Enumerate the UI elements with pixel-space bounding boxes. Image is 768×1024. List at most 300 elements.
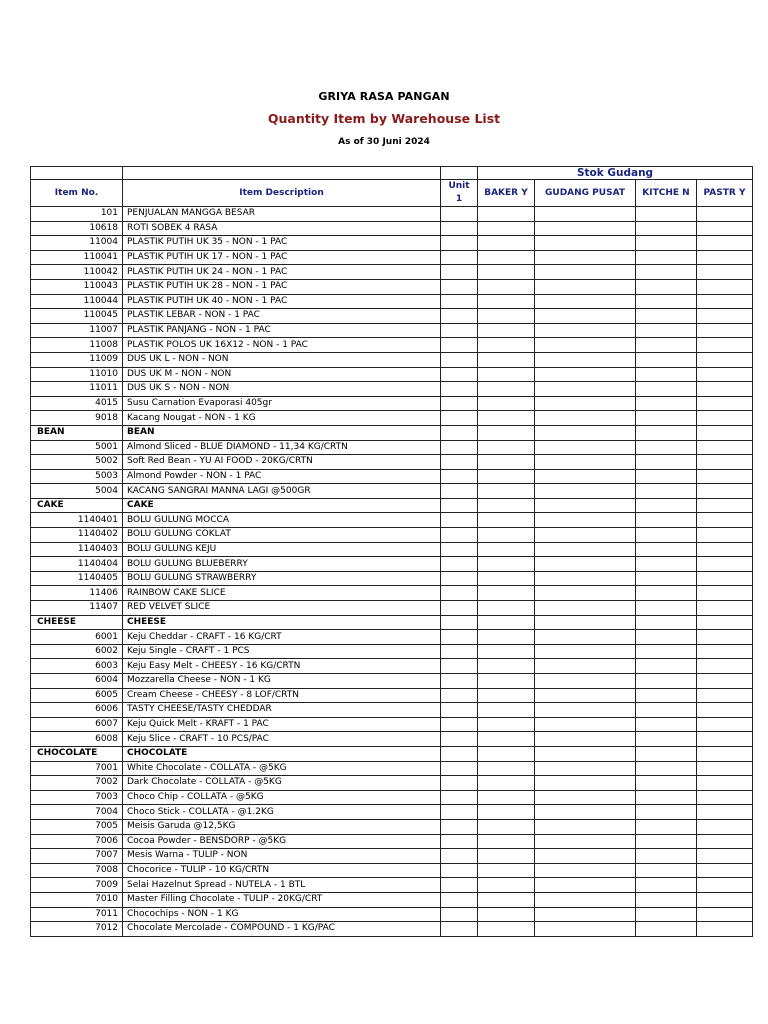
item-no-cell: 6002 bbox=[31, 644, 123, 659]
item-no-cell: 6001 bbox=[31, 630, 123, 645]
unit-cell bbox=[441, 396, 478, 411]
unit-cell bbox=[441, 849, 478, 864]
kitchen-qty-cell bbox=[636, 746, 697, 761]
kitchen-qty-cell bbox=[636, 367, 697, 382]
kitchen-qty-cell bbox=[636, 250, 697, 265]
table-row bbox=[31, 279, 753, 294]
bakery-qty-cell bbox=[478, 776, 535, 791]
pastry-qty-cell bbox=[697, 892, 753, 907]
unit-cell bbox=[441, 776, 478, 791]
table-row bbox=[31, 528, 753, 543]
category-row bbox=[31, 615, 753, 630]
unit-cell bbox=[441, 498, 478, 513]
item-no-cell: 6006 bbox=[31, 703, 123, 718]
table-row bbox=[31, 571, 753, 586]
bakery-qty-cell bbox=[478, 250, 535, 265]
gudang-pusat-qty-cell bbox=[535, 455, 636, 470]
item-no-cell: 4015 bbox=[31, 396, 123, 411]
item-description-cell: Choco Chip - COLLATA - @5KG bbox=[123, 790, 441, 805]
bakery-qty-cell bbox=[478, 615, 535, 630]
table-row bbox=[31, 819, 753, 834]
item-no-cell: 110043 bbox=[31, 279, 123, 294]
pastry-qty-cell bbox=[697, 411, 753, 426]
item-description-cell: PLASTIK PUTIH UK 35 - NON - 1 PAC bbox=[123, 236, 441, 251]
item-no-cell: 110042 bbox=[31, 265, 123, 280]
pastry-qty-cell bbox=[697, 776, 753, 791]
kitchen-qty-cell bbox=[636, 484, 697, 499]
table-row bbox=[31, 674, 753, 689]
item-no-cell: 7010 bbox=[31, 892, 123, 907]
gudang-pusat-qty-cell bbox=[535, 207, 636, 222]
gudang-pusat-qty-cell bbox=[535, 674, 636, 689]
item-description-cell: Cocoa Powder - BENSDORP - @5KG bbox=[123, 834, 441, 849]
unit-cell bbox=[441, 455, 478, 470]
item-no-cell: 7002 bbox=[31, 776, 123, 791]
pastry-qty-cell bbox=[697, 309, 753, 324]
bakery-qty-cell bbox=[478, 892, 535, 907]
table-row bbox=[31, 688, 753, 703]
item-description-cell: DUS UK M - NON - NON bbox=[123, 367, 441, 382]
bakery-qty-cell bbox=[478, 557, 535, 572]
bakery-qty-cell bbox=[478, 236, 535, 251]
item-description-cell: PENJUALAN MANGGA BESAR bbox=[123, 207, 441, 222]
item-no-cell: 6004 bbox=[31, 674, 123, 689]
pastry-qty-cell bbox=[697, 484, 753, 499]
gudang-pusat-qty-cell bbox=[535, 703, 636, 718]
bakery-qty-cell bbox=[478, 396, 535, 411]
col-gudang-pusat: GUDANG PUSAT bbox=[535, 180, 636, 207]
unit-cell bbox=[441, 221, 478, 236]
gudang-pusat-qty-cell bbox=[535, 601, 636, 616]
bakery-qty-cell bbox=[478, 323, 535, 338]
kitchen-qty-cell bbox=[636, 892, 697, 907]
kitchen-qty-cell bbox=[636, 338, 697, 353]
kitchen-qty-cell bbox=[636, 849, 697, 864]
bakery-qty-cell bbox=[478, 498, 535, 513]
kitchen-qty-cell bbox=[636, 382, 697, 397]
pastry-qty-cell bbox=[697, 279, 753, 294]
item-description-cell: Keju Slice - CRAFT - 10 PCS/PAC bbox=[123, 732, 441, 747]
item-description-cell: TASTY CHEESE/TASTY CHEDDAR bbox=[123, 703, 441, 718]
gudang-pusat-qty-cell bbox=[535, 309, 636, 324]
bakery-qty-cell bbox=[478, 411, 535, 426]
pastry-qty-cell bbox=[697, 761, 753, 776]
unit-cell bbox=[441, 863, 478, 878]
gudang-pusat-qty-cell bbox=[535, 732, 636, 747]
bakery-qty-cell bbox=[478, 484, 535, 499]
pastry-qty-cell bbox=[697, 674, 753, 689]
table-row bbox=[31, 309, 753, 324]
item-description-cell: PLASTIK PUTIH UK 17 - NON - 1 PAC bbox=[123, 250, 441, 265]
unit-cell bbox=[441, 586, 478, 601]
unit-cell bbox=[441, 615, 478, 630]
unit-cell bbox=[441, 805, 478, 820]
gudang-pusat-qty-cell bbox=[535, 878, 636, 893]
unit-cell bbox=[441, 294, 478, 309]
pastry-qty-cell bbox=[697, 498, 753, 513]
gudang-pusat-qty-cell bbox=[535, 265, 636, 280]
table-row bbox=[31, 805, 753, 820]
pastry-qty-cell bbox=[697, 207, 753, 222]
item-description-cell: Keju Single - CRAFT - 1 PCS bbox=[123, 644, 441, 659]
item-description-cell: RED VELVET SLICE bbox=[123, 601, 441, 616]
item-no-cell: 5004 bbox=[31, 484, 123, 499]
table-row bbox=[31, 630, 753, 645]
item-description-cell: Chocorice - TULIP - 10 KG/CRTN bbox=[123, 863, 441, 878]
category-row bbox=[31, 498, 753, 513]
kitchen-qty-cell bbox=[636, 265, 697, 280]
item-description-cell: Chocochips - NON - 1 KG bbox=[123, 907, 441, 922]
pastry-qty-cell bbox=[697, 542, 753, 557]
unit-cell bbox=[441, 819, 478, 834]
kitchen-qty-cell bbox=[636, 776, 697, 791]
bakery-qty-cell bbox=[478, 922, 535, 937]
gudang-pusat-qty-cell bbox=[535, 323, 636, 338]
gudang-pusat-qty-cell bbox=[535, 863, 636, 878]
bakery-qty-cell bbox=[478, 790, 535, 805]
item-no-cell: 7006 bbox=[31, 834, 123, 849]
table-row bbox=[31, 396, 753, 411]
pastry-qty-cell bbox=[697, 717, 753, 732]
pastry-qty-cell bbox=[697, 469, 753, 484]
item-description-cell: BOLU GULUNG STRAWBERRY bbox=[123, 571, 441, 586]
item-no-cell: 5003 bbox=[31, 469, 123, 484]
unit-cell bbox=[441, 440, 478, 455]
category-code: CHOCOLATE bbox=[31, 746, 123, 761]
category-name: BEAN bbox=[123, 425, 441, 440]
item-no-cell: 11010 bbox=[31, 367, 123, 382]
pastry-qty-cell bbox=[697, 513, 753, 528]
unit-cell bbox=[441, 352, 478, 367]
pastry-qty-cell bbox=[697, 571, 753, 586]
pastry-qty-cell bbox=[697, 819, 753, 834]
bakery-qty-cell bbox=[478, 834, 535, 849]
kitchen-qty-cell bbox=[636, 440, 697, 455]
bakery-qty-cell bbox=[478, 265, 535, 280]
gudang-pusat-qty-cell bbox=[535, 746, 636, 761]
pastry-qty-cell bbox=[697, 615, 753, 630]
gudang-pusat-qty-cell bbox=[535, 790, 636, 805]
category-row bbox=[31, 425, 753, 440]
unit-cell bbox=[441, 790, 478, 805]
kitchen-qty-cell bbox=[636, 542, 697, 557]
pastry-qty-cell bbox=[697, 425, 753, 440]
table-row bbox=[31, 411, 753, 426]
kitchen-qty-cell bbox=[636, 352, 697, 367]
unit-cell bbox=[441, 265, 478, 280]
gudang-pusat-qty-cell bbox=[535, 396, 636, 411]
kitchen-qty-cell bbox=[636, 644, 697, 659]
unit-cell bbox=[441, 688, 478, 703]
bakery-qty-cell bbox=[478, 382, 535, 397]
table-row bbox=[31, 732, 753, 747]
kitchen-qty-cell bbox=[636, 323, 697, 338]
unit-cell bbox=[441, 542, 478, 557]
table-row bbox=[31, 250, 753, 265]
item-no-cell: 7007 bbox=[31, 849, 123, 864]
bakery-qty-cell bbox=[478, 630, 535, 645]
table-row bbox=[31, 834, 753, 849]
bakery-qty-cell bbox=[478, 309, 535, 324]
gudang-pusat-qty-cell bbox=[535, 484, 636, 499]
item-no-cell: 110044 bbox=[31, 294, 123, 309]
unit-cell bbox=[441, 703, 478, 718]
item-no-cell: 1140402 bbox=[31, 528, 123, 543]
bakery-qty-cell bbox=[478, 674, 535, 689]
table-row bbox=[31, 703, 753, 718]
pastry-qty-cell bbox=[697, 703, 753, 718]
kitchen-qty-cell bbox=[636, 279, 697, 294]
kitchen-qty-cell bbox=[636, 922, 697, 937]
bakery-qty-cell bbox=[478, 455, 535, 470]
table-row bbox=[31, 367, 753, 382]
gudang-pusat-qty-cell bbox=[535, 367, 636, 382]
table-row bbox=[31, 790, 753, 805]
report-date: As of 30 Juni 2024 bbox=[338, 137, 430, 147]
item-no-cell: 7012 bbox=[31, 922, 123, 937]
unit-cell bbox=[441, 207, 478, 222]
item-description-cell: Kacang Nougat - NON - 1 KG bbox=[123, 411, 441, 426]
unit-cell bbox=[441, 469, 478, 484]
gudang-pusat-qty-cell bbox=[535, 659, 636, 674]
unit-cell bbox=[441, 236, 478, 251]
item-description-cell: PLASTIK LEBAR - NON - 1 PAC bbox=[123, 309, 441, 324]
kitchen-qty-cell bbox=[636, 411, 697, 426]
col-kitchen: KITCHE N bbox=[636, 180, 697, 207]
gudang-pusat-qty-cell bbox=[535, 615, 636, 630]
pastry-qty-cell bbox=[697, 323, 753, 338]
item-description-cell: BOLU GULUNG MOCCA bbox=[123, 513, 441, 528]
unit-cell bbox=[441, 717, 478, 732]
table-row bbox=[31, 513, 753, 528]
item-description-cell: RAINBOW CAKE SLICE bbox=[123, 586, 441, 601]
item-description-cell: Cream Cheese - CHEESY - 8 LOF/CRTN bbox=[123, 688, 441, 703]
item-description-cell: Mesis Warna - TULIP - NON bbox=[123, 849, 441, 864]
unit-cell bbox=[441, 834, 478, 849]
item-description-cell: PLASTIK PANJANG - NON - 1 PAC bbox=[123, 323, 441, 338]
gudang-pusat-qty-cell bbox=[535, 776, 636, 791]
table-row bbox=[31, 878, 753, 893]
pastry-qty-cell bbox=[697, 849, 753, 864]
bakery-qty-cell bbox=[478, 703, 535, 718]
category-code: CAKE bbox=[31, 498, 123, 513]
col-bakery: BAKER Y bbox=[478, 180, 535, 207]
item-description-cell: KACANG SANGRAI MANNA LAGI @500GR bbox=[123, 484, 441, 499]
item-no-cell: 7003 bbox=[31, 790, 123, 805]
kitchen-qty-cell bbox=[636, 601, 697, 616]
item-description-cell: Chocolate Mercolade - COMPOUND - 1 KG/PAC bbox=[123, 922, 441, 937]
unit-cell bbox=[441, 746, 478, 761]
kitchen-qty-cell bbox=[636, 528, 697, 543]
report-title: Quantity Item by Warehouse List bbox=[267, 111, 501, 126]
item-description-cell: Dark Chocolate - COLLATA - @5KG bbox=[123, 776, 441, 791]
pastry-qty-cell bbox=[697, 528, 753, 543]
kitchen-qty-cell bbox=[636, 834, 697, 849]
unit-cell bbox=[441, 571, 478, 586]
table-row bbox=[31, 440, 753, 455]
pastry-qty-cell bbox=[697, 586, 753, 601]
pastry-qty-cell bbox=[697, 265, 753, 280]
pastry-qty-cell bbox=[697, 250, 753, 265]
item-no-cell: 11406 bbox=[31, 586, 123, 601]
gudang-pusat-qty-cell bbox=[535, 528, 636, 543]
kitchen-qty-cell bbox=[636, 805, 697, 820]
pastry-qty-cell bbox=[697, 805, 753, 820]
bakery-qty-cell bbox=[478, 440, 535, 455]
category-name: CAKE bbox=[123, 498, 441, 513]
bakery-qty-cell bbox=[478, 338, 535, 353]
gudang-pusat-qty-cell bbox=[535, 469, 636, 484]
gudang-pusat-qty-cell bbox=[535, 761, 636, 776]
item-no-cell: 6008 bbox=[31, 732, 123, 747]
item-description-cell: White Chocolate - COLLATA - @5KG bbox=[123, 761, 441, 776]
pastry-qty-cell bbox=[697, 367, 753, 382]
kitchen-qty-cell bbox=[636, 425, 697, 440]
pastry-qty-cell bbox=[697, 863, 753, 878]
kitchen-qty-cell bbox=[636, 571, 697, 586]
kitchen-qty-cell bbox=[636, 761, 697, 776]
pastry-qty-cell bbox=[697, 922, 753, 937]
bakery-qty-cell bbox=[478, 586, 535, 601]
pastry-qty-cell bbox=[697, 396, 753, 411]
pastry-qty-cell bbox=[697, 221, 753, 236]
pastry-qty-cell bbox=[697, 688, 753, 703]
kitchen-qty-cell bbox=[636, 455, 697, 470]
pastry-qty-cell bbox=[697, 790, 753, 805]
unit-cell bbox=[441, 557, 478, 572]
bakery-qty-cell bbox=[478, 352, 535, 367]
kitchen-qty-cell bbox=[636, 207, 697, 222]
table-row bbox=[31, 601, 753, 616]
pastry-qty-cell bbox=[697, 440, 753, 455]
item-description-cell: ROTI SOBEK 4 RASA bbox=[123, 221, 441, 236]
item-description-cell: BOLU GULUNG COKLAT bbox=[123, 528, 441, 543]
gudang-pusat-qty-cell bbox=[535, 907, 636, 922]
item-no-cell: 1140401 bbox=[31, 513, 123, 528]
gudang-pusat-qty-cell bbox=[535, 279, 636, 294]
table-row bbox=[31, 863, 753, 878]
bakery-qty-cell bbox=[478, 279, 535, 294]
bakery-qty-cell bbox=[478, 863, 535, 878]
item-no-cell: 1140405 bbox=[31, 571, 123, 586]
item-no-cell: 7004 bbox=[31, 805, 123, 820]
table-row bbox=[31, 907, 753, 922]
company-name: GRIYA RASA PANGAN bbox=[318, 90, 450, 103]
pastry-qty-cell bbox=[697, 659, 753, 674]
item-description-cell: PLASTIK POLOS UK 16X12 - NON - 1 PAC bbox=[123, 338, 441, 353]
kitchen-qty-cell bbox=[636, 236, 697, 251]
bakery-qty-cell bbox=[478, 849, 535, 864]
pastry-qty-cell bbox=[697, 746, 753, 761]
gudang-pusat-qty-cell bbox=[535, 338, 636, 353]
unit-cell bbox=[441, 659, 478, 674]
gudang-pusat-qty-cell bbox=[535, 849, 636, 864]
item-no-cell: 7011 bbox=[31, 907, 123, 922]
pastry-qty-cell bbox=[697, 236, 753, 251]
kitchen-qty-cell bbox=[636, 732, 697, 747]
pastry-qty-cell bbox=[697, 907, 753, 922]
item-no-cell: 11004 bbox=[31, 236, 123, 251]
item-description-cell: Keju Quick Melt - KRAFT - 1 PAC bbox=[123, 717, 441, 732]
col-item-description: Item Description bbox=[123, 180, 441, 207]
gudang-pusat-qty-cell bbox=[535, 586, 636, 601]
gudang-pusat-qty-cell bbox=[535, 294, 636, 309]
kitchen-qty-cell bbox=[636, 630, 697, 645]
col-unit: Unit 1 bbox=[441, 180, 478, 207]
table-row bbox=[31, 717, 753, 732]
bakery-qty-cell bbox=[478, 878, 535, 893]
item-no-cell: 6003 bbox=[31, 659, 123, 674]
gudang-pusat-qty-cell bbox=[535, 805, 636, 820]
item-no-cell: 7005 bbox=[31, 819, 123, 834]
table-row bbox=[31, 455, 753, 470]
kitchen-qty-cell bbox=[636, 294, 697, 309]
table-row bbox=[31, 382, 753, 397]
item-description-cell: PLASTIK PUTIH UK 40 - NON - 1 PAC bbox=[123, 294, 441, 309]
bakery-qty-cell bbox=[478, 717, 535, 732]
unit-cell bbox=[441, 323, 478, 338]
unit-cell bbox=[441, 674, 478, 689]
table-row bbox=[31, 294, 753, 309]
kitchen-qty-cell bbox=[636, 863, 697, 878]
gudang-pusat-qty-cell bbox=[535, 630, 636, 645]
category-name: CHOCOLATE bbox=[123, 746, 441, 761]
pastry-qty-cell bbox=[697, 601, 753, 616]
table-row bbox=[31, 265, 753, 280]
kitchen-qty-cell bbox=[636, 396, 697, 411]
kitchen-qty-cell bbox=[636, 469, 697, 484]
item-no-cell: 110041 bbox=[31, 250, 123, 265]
pastry-qty-cell bbox=[697, 338, 753, 353]
bakery-qty-cell bbox=[478, 761, 535, 776]
bakery-qty-cell bbox=[478, 425, 535, 440]
item-description-cell: Keju Easy Melt - CHEESY - 16 KG/CRTN bbox=[123, 659, 441, 674]
bakery-qty-cell bbox=[478, 601, 535, 616]
unit-cell bbox=[441, 630, 478, 645]
warehouse-stock-table bbox=[30, 166, 753, 937]
bakery-qty-cell bbox=[478, 732, 535, 747]
item-description-cell: Meisis Garuda @12,5KG bbox=[123, 819, 441, 834]
gudang-pusat-qty-cell bbox=[535, 819, 636, 834]
item-description-cell: PLASTIK PUTIH UK 28 - NON - 1 PAC bbox=[123, 279, 441, 294]
category-row bbox=[31, 746, 753, 761]
pastry-qty-cell bbox=[697, 382, 753, 397]
kitchen-qty-cell bbox=[636, 703, 697, 718]
item-no-cell: 6005 bbox=[31, 688, 123, 703]
table-row bbox=[31, 557, 753, 572]
unit-cell bbox=[441, 367, 478, 382]
gudang-pusat-qty-cell bbox=[535, 644, 636, 659]
unit-cell bbox=[441, 338, 478, 353]
kitchen-qty-cell bbox=[636, 513, 697, 528]
bakery-qty-cell bbox=[478, 644, 535, 659]
unit-cell bbox=[441, 601, 478, 616]
table-row bbox=[31, 644, 753, 659]
gudang-pusat-qty-cell bbox=[535, 250, 636, 265]
bakery-qty-cell bbox=[478, 294, 535, 309]
unit-cell bbox=[441, 922, 478, 937]
kitchen-qty-cell bbox=[636, 615, 697, 630]
gudang-pusat-qty-cell bbox=[535, 688, 636, 703]
bakery-qty-cell bbox=[478, 746, 535, 761]
unit-cell bbox=[441, 382, 478, 397]
bakery-qty-cell bbox=[478, 819, 535, 834]
unit-cell bbox=[441, 513, 478, 528]
item-description-cell: Master Filling Chocolate - TULIP - 20KG/CRT bbox=[123, 892, 441, 907]
gudang-pusat-qty-cell bbox=[535, 557, 636, 572]
kitchen-qty-cell bbox=[636, 309, 697, 324]
pastry-qty-cell bbox=[697, 557, 753, 572]
